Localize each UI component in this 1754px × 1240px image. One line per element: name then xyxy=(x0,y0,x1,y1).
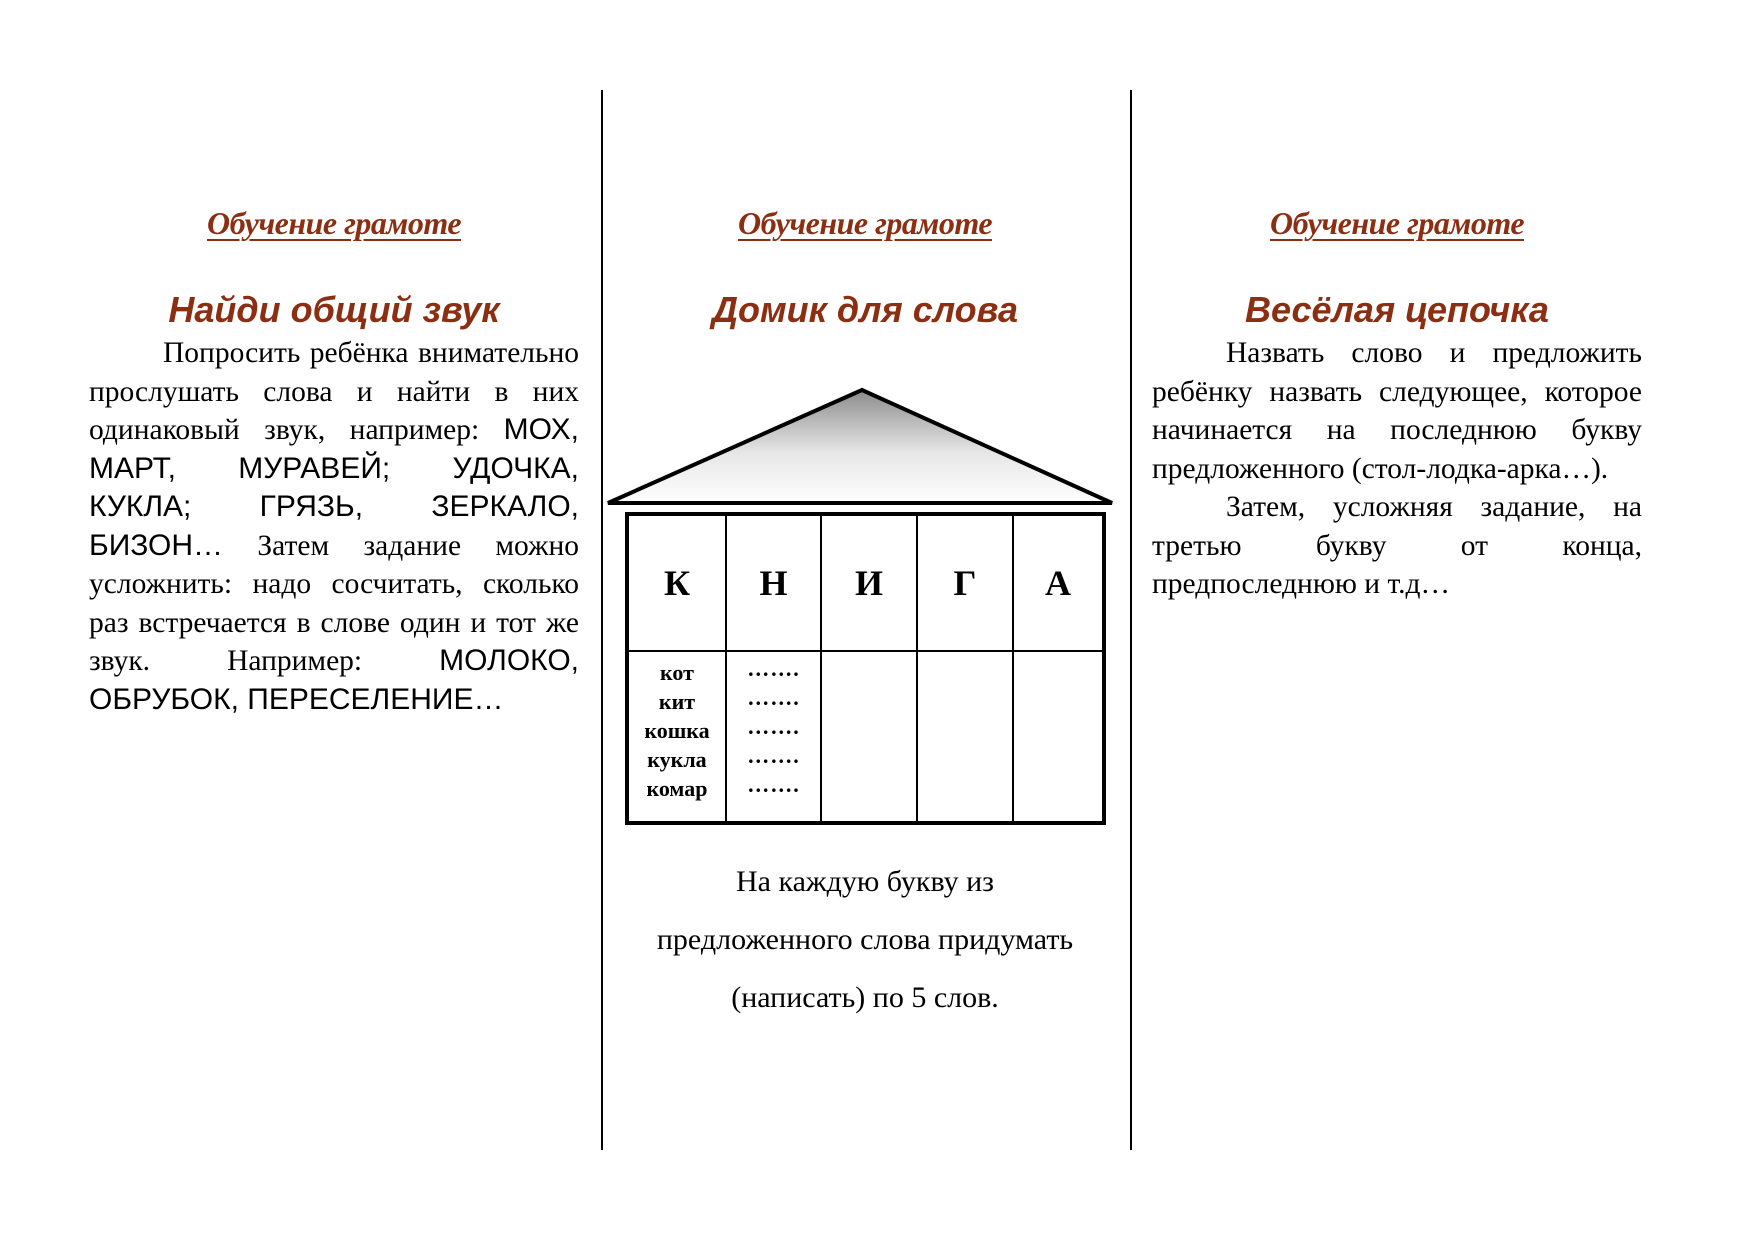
letter-cell: Н xyxy=(727,516,822,652)
left-body xyxy=(89,334,579,719)
section-label-center: Обучение грамоте xyxy=(737,205,993,241)
left-title: Найди общий звук xyxy=(168,289,500,330)
caption-line: (написать) по 5 слов. xyxy=(731,981,999,1014)
house-caption xyxy=(610,853,1120,1027)
section-label-right: Обучение грамоте xyxy=(1269,205,1525,241)
left-examples-2: МОЛОКО, ОБРУБОК, ПЕРЕСЕЛЕНИЕ… xyxy=(89,644,579,716)
placeholder-dots: ……. xyxy=(747,714,800,739)
house-roof xyxy=(600,384,1120,509)
caption-line: предложенного слова придумать xyxy=(656,923,1074,956)
column-divider-left xyxy=(601,90,603,1150)
placeholder-dots: ……. xyxy=(747,656,800,681)
empty-cell xyxy=(822,652,918,821)
placeholder-dots: ……. xyxy=(747,772,800,797)
empty-cell xyxy=(918,652,1014,821)
placeholder-dots: ……. xyxy=(747,685,800,710)
left-intro: Попросить ребёнка внимательно прослушать слова и найти в них одинаковый звук, например: xyxy=(89,337,579,446)
right-paragraph-1: Назвать слово и предложить ребёнку назвать следующее, которое начинается на последнюю букву предложенного (стол-лодка-арка…). xyxy=(1152,337,1642,485)
example-word: кот xyxy=(660,660,694,685)
letter-cell: К xyxy=(629,516,727,652)
example-words-cell xyxy=(629,652,727,821)
empty-cell xyxy=(1014,652,1102,821)
example-word: кит xyxy=(658,689,696,714)
right-body xyxy=(1152,334,1642,604)
section-label-left: Обучение грамоте xyxy=(206,205,462,241)
right-column xyxy=(1152,0,1642,1240)
word-house-table xyxy=(625,512,1106,825)
letter-cell: А xyxy=(1014,516,1102,652)
left-middle: Затем задание можно усложнить: надо сосчитать, сколько раз встречается в слове один и тот же звук. Например: xyxy=(89,529,579,677)
placeholder-dots-cell xyxy=(727,652,822,821)
left-examples-1: МОХ, МАРТ, МУРАВЕЙ; УДОЧКА, КУКЛА; ГРЯЗЬ, ЗЕРКАЛО, БИЗОН… xyxy=(89,413,579,562)
example-word: комар xyxy=(646,776,708,801)
placeholder-dots: ……. xyxy=(747,743,800,768)
example-word: кошка xyxy=(644,718,710,743)
right-paragraph-2: Затем, усложняя задание, на третью букву от конца, предпоследнюю и т.д… xyxy=(1152,491,1642,600)
letter-cell: Г xyxy=(918,516,1014,652)
left-column xyxy=(89,0,579,1240)
column-divider-right xyxy=(1130,90,1132,1150)
right-title: Весёлая цепочка xyxy=(1245,289,1549,330)
letter-cell: И xyxy=(822,516,918,652)
center-title: Домик для слова xyxy=(712,289,1018,330)
example-word: кукла xyxy=(647,747,707,772)
caption-line: На каждую букву из xyxy=(735,865,995,898)
